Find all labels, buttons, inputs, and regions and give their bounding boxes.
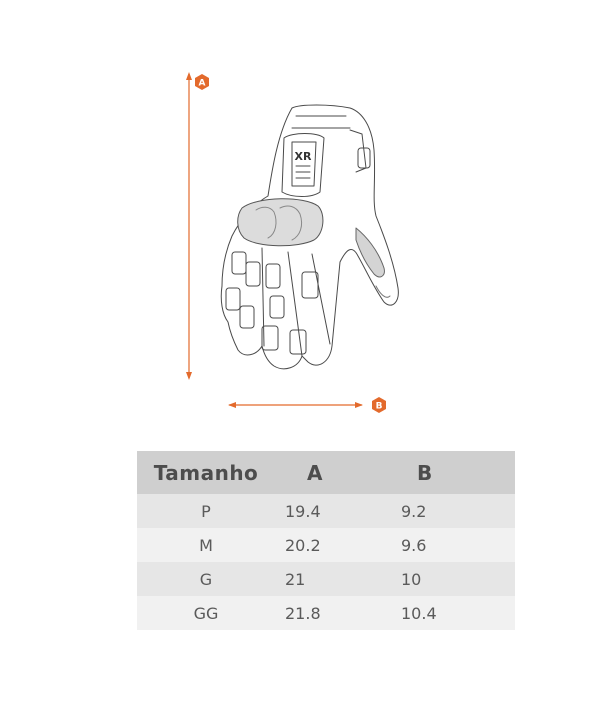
header-b: B: [397, 451, 515, 494]
cell-b: 10.4: [397, 596, 515, 630]
cell-size: M: [137, 528, 275, 562]
cell-a: 21.8: [275, 596, 397, 630]
cell-b: 10: [397, 562, 515, 596]
table-row: [137, 528, 515, 562]
cell-a: 20.2: [275, 528, 397, 562]
table-row: [137, 596, 515, 630]
header-a: A: [275, 451, 397, 494]
glove-logo: XR: [294, 150, 312, 163]
table-row: [137, 562, 515, 596]
cell-b: 9.6: [397, 528, 515, 562]
header-size: Tamanho: [137, 451, 275, 494]
size-table: [137, 451, 515, 630]
measure-a: [186, 72, 209, 380]
badge-a-label: A: [198, 78, 206, 89]
table-header-row: [137, 451, 515, 494]
cell-a: 19.4: [275, 494, 397, 528]
table-row: [137, 494, 515, 528]
cell-size: G: [137, 562, 275, 596]
cell-b: 9.2: [397, 494, 515, 528]
cell-a: 21: [275, 562, 397, 596]
measure-b: [228, 397, 386, 413]
badge-b-label: B: [375, 401, 383, 412]
cell-size: GG: [137, 596, 275, 630]
cell-size: P: [137, 494, 275, 528]
glove-icon: [221, 105, 398, 369]
